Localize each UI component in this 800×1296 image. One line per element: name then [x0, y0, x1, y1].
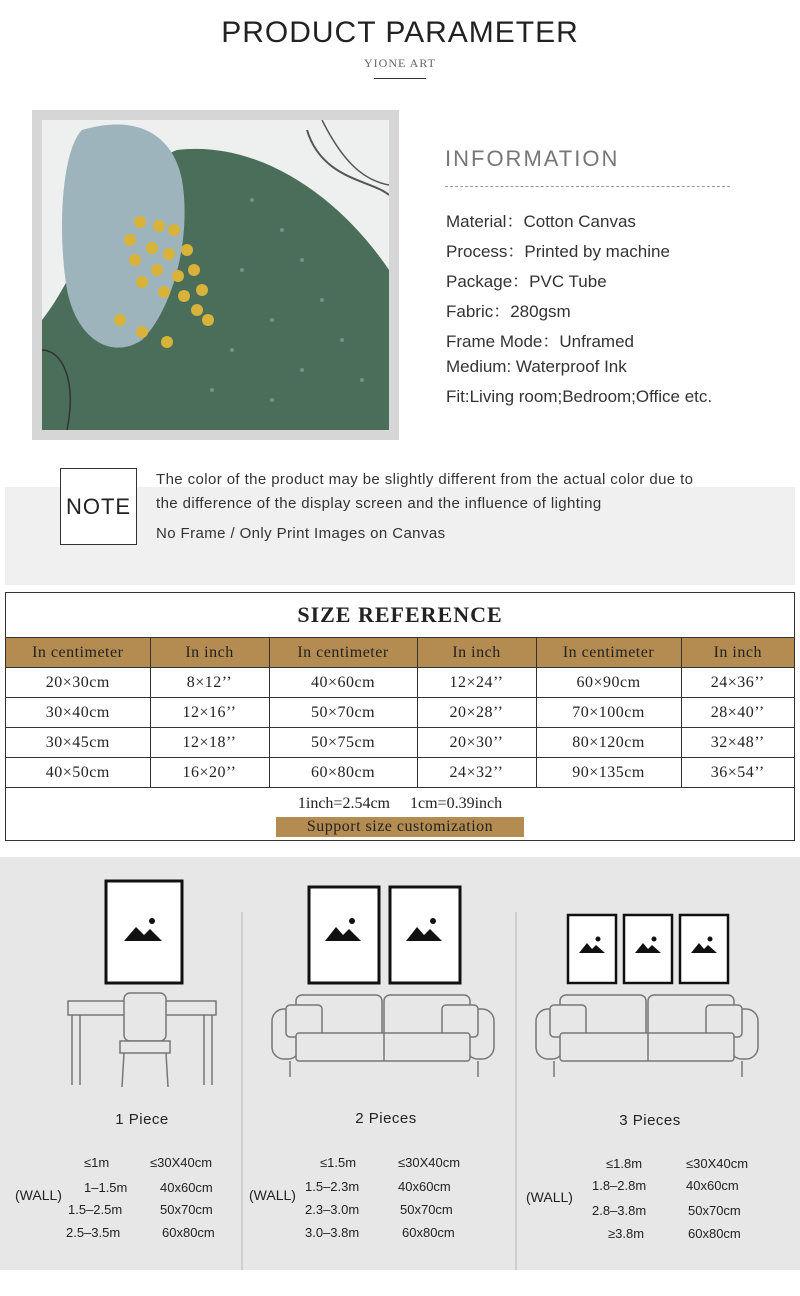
table-cell: 12×18’’	[150, 728, 269, 758]
table-cell: 28×40’’	[681, 698, 794, 728]
wall-width: 1.8–2.8m	[592, 1178, 647, 1193]
table-cell: 90×135cm	[536, 758, 681, 788]
info-material: Material：Cotton Canvas	[446, 212, 636, 231]
wall-width: ≤1m	[84, 1155, 110, 1170]
wall-width: 2.8–3.8m	[592, 1203, 647, 1218]
frame-size: 50x70cm	[400, 1202, 453, 1217]
table-cell: 16×20’’	[150, 758, 269, 788]
wall-label: (WALL)	[249, 1187, 296, 1203]
note-line-1: The color of the product may be slightly different from the actual color due to	[156, 471, 694, 488]
table-cell: 36×54’’	[681, 758, 794, 788]
table-cell: 12×24’’	[417, 668, 536, 698]
table-cell: 30×40cm	[6, 698, 150, 728]
table-cell: 24×32’’	[417, 758, 536, 788]
header-cm: In centimeter	[536, 638, 681, 668]
two-frames-icon	[309, 887, 460, 983]
size-reference-table	[5, 592, 795, 841]
information-title: INFORMATION	[445, 146, 620, 171]
information-divider	[445, 186, 730, 187]
table-cell: 20×28’’	[417, 698, 536, 728]
unit-conversion: 1inch=2.54cm 1cm=0.39inch	[297, 795, 503, 812]
table-row	[6, 758, 794, 788]
three-frames-icon	[568, 915, 728, 983]
note-line-3: No Frame / Only Print Images on Canvas	[156, 525, 446, 542]
frame-size: 40x60cm	[160, 1180, 213, 1195]
wall-width: ≤1.8m	[606, 1156, 643, 1171]
info-process: Process：Printed by machine	[446, 242, 670, 261]
info-fabric: Fabric：280gsm	[446, 302, 571, 321]
size-table-header	[6, 638, 794, 668]
note-line-2: the difference of the display screen and the influence of lighting	[156, 495, 602, 512]
sofa-illustration	[536, 995, 758, 1077]
wall-width: 1.5–2.3m	[305, 1179, 360, 1194]
two-pieces-label: 2 Pieces	[355, 1110, 417, 1127]
frame-size: 50x70cm	[688, 1203, 741, 1218]
table-cell: 80×120cm	[536, 728, 681, 758]
frame-size: 40x60cm	[398, 1179, 451, 1194]
table-cell: 12×16’’	[150, 698, 269, 728]
table-cell: 50×70cm	[269, 698, 417, 728]
wall-label: (WALL)	[526, 1189, 573, 1205]
one-piece-label: 1 Piece	[115, 1111, 169, 1128]
wall-width: ≤1.5m	[320, 1155, 357, 1170]
note-label: NOTE	[60, 468, 137, 545]
brand-subtitle: YIONE ART	[364, 56, 436, 70]
wall-width: 3.0–3.8m	[305, 1225, 360, 1240]
table-cell: 60×90cm	[536, 668, 681, 698]
table-cell: 60×80cm	[269, 758, 417, 788]
info-frame-mode: Frame Mode：Unframed	[446, 332, 635, 351]
information-list	[446, 207, 712, 417]
header-inch: In inch	[417, 638, 536, 668]
customization-badge: Support size customization	[276, 817, 524, 837]
size-table	[6, 637, 794, 788]
size-reference-title: SIZE REFERENCE	[297, 602, 503, 627]
table-cell: 50×75cm	[269, 728, 417, 758]
frame-size: 60x80cm	[688, 1226, 741, 1241]
table-cell: 40×60cm	[269, 668, 417, 698]
frame-size: ≤30X40cm	[150, 1155, 213, 1170]
wall-width: 1–1.5m	[84, 1180, 128, 1195]
title-divider	[374, 78, 426, 79]
table-cell: 70×100cm	[536, 698, 681, 728]
table-row	[6, 728, 794, 758]
info-package: Package：PVC Tube	[446, 272, 607, 291]
table-cell: 8×12’’	[150, 668, 269, 698]
wall-width: 2.3–3.0m	[305, 1202, 360, 1217]
table-cell: 20×30cm	[6, 668, 150, 698]
page-title: PRODUCT PARAMETER	[221, 16, 579, 49]
placement-guide	[0, 857, 800, 1270]
frame-size: 60x80cm	[402, 1225, 455, 1240]
table-cell: 24×36’’	[681, 668, 794, 698]
header-inch: In inch	[150, 638, 269, 668]
frame-size: ≤30X40cm	[398, 1155, 461, 1170]
frame-size: 60x80cm	[162, 1225, 215, 1240]
table-cell: 20×30’’	[417, 728, 536, 758]
table-row	[6, 698, 794, 728]
header-cm: In centimeter	[269, 638, 417, 668]
info-fit: Fit:Living room;Bedroom;Office etc.	[446, 387, 713, 406]
artwork-image	[32, 110, 399, 440]
frame-size: 40x60cm	[686, 1178, 739, 1193]
table-row	[6, 668, 794, 698]
desk-illustration	[68, 993, 216, 1087]
sofa-illustration	[272, 995, 494, 1077]
header-cm: In centimeter	[6, 638, 150, 668]
header-inch: In inch	[681, 638, 794, 668]
table-cell: 40×50cm	[6, 758, 150, 788]
wall-width: ≥3.8m	[608, 1226, 645, 1241]
table-cell: 32×48’’	[681, 728, 794, 758]
wall-width: 2.5–3.5m	[66, 1225, 121, 1240]
table-cell: 30×45cm	[6, 728, 150, 758]
info-medium: Medium: Waterproof Ink	[446, 357, 627, 376]
wall-label: (WALL)	[15, 1187, 62, 1203]
frame-size: ≤30X40cm	[686, 1156, 749, 1171]
wall-width: 1.5–2.5m	[68, 1202, 123, 1217]
three-pieces-label: 3 Pieces	[619, 1112, 681, 1129]
single-frame-icon	[106, 881, 182, 983]
frame-size: 50x70cm	[160, 1202, 213, 1217]
